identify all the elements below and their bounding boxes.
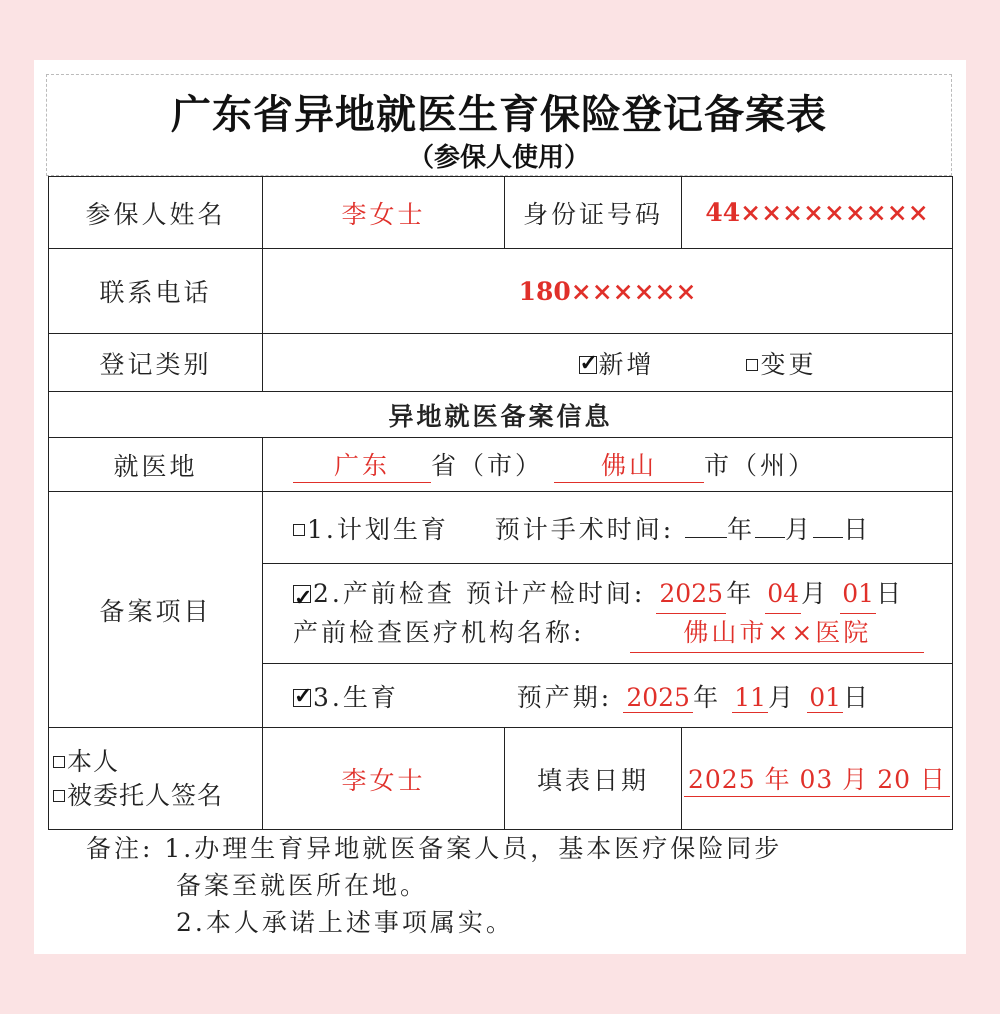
date-label: 填表日期	[505, 728, 682, 830]
notes	[86, 830, 782, 941]
agent-checkbox[interactable]	[53, 790, 65, 802]
row-section	[49, 392, 953, 438]
item2-year-unit: 年	[726, 578, 755, 608]
item1-text: 1.计划生育	[307, 514, 449, 544]
id-label: 身份证号码	[505, 177, 682, 249]
notes-prefix: 备注:	[86, 834, 154, 863]
item2-month-unit: 月	[801, 578, 830, 608]
form-subtitle: （参保人使用）	[407, 143, 590, 173]
item1	[263, 492, 953, 564]
name-label: 参保人姓名	[49, 177, 263, 249]
row-type	[49, 334, 953, 392]
place-value	[263, 438, 953, 492]
item2-day[interactable]: 01	[840, 575, 876, 614]
type-label: 登记类别	[49, 334, 263, 392]
item2-month[interactable]: 04	[765, 575, 801, 614]
section-title: 异地就医备案信息	[49, 392, 953, 438]
type-options	[263, 334, 953, 392]
row-item1	[49, 492, 953, 564]
form-header	[46, 74, 952, 176]
self-label: 本人	[67, 746, 120, 776]
items-label: 备案项目	[49, 492, 263, 728]
phone-value[interactable]: 180××××××	[263, 249, 953, 334]
item3-day-unit: 日	[843, 682, 872, 712]
new-checkbox[interactable]	[579, 356, 597, 374]
self-checkbox[interactable]	[53, 756, 65, 768]
change-checkbox[interactable]	[746, 359, 758, 371]
item3-year[interactable]: 2025	[623, 683, 693, 713]
item2-day-unit: 日	[876, 578, 905, 608]
item3-day[interactable]: 01	[807, 683, 843, 713]
city-suffix: 市（州）	[703, 451, 816, 480]
item1-day-blank[interactable]	[813, 537, 843, 538]
item1-checkbox[interactable]	[293, 524, 305, 536]
notes-line1b: 备案至就医所在地。	[176, 871, 429, 900]
notes-line2: 2.本人承诺上述事项属实。	[176, 908, 514, 937]
item3	[263, 664, 953, 728]
item2-checkbox[interactable]	[293, 585, 311, 603]
form-paper	[34, 60, 966, 954]
item1-month-blank[interactable]	[755, 537, 785, 538]
item3-due-label: 预产期:	[516, 682, 613, 712]
item1-month-unit: 月	[785, 514, 814, 544]
item2-year[interactable]: 2025	[656, 575, 726, 614]
item2-org-value[interactable]: 佛山市××医院	[630, 614, 924, 653]
item3-month-unit: 月	[768, 682, 797, 712]
item2-org-label: 产前检查医疗机构名称:	[293, 617, 585, 647]
row-place	[49, 438, 953, 492]
row-name	[49, 177, 953, 249]
place-label: 就医地	[49, 438, 263, 492]
item2-time-label: 预计产检时间:	[465, 578, 646, 608]
registration-table	[48, 176, 953, 830]
name-value[interactable]: 李女士	[263, 177, 505, 249]
id-value[interactable]: 44×××××××××	[682, 177, 953, 249]
city-value[interactable]: 佛山	[554, 446, 704, 483]
sign-label	[49, 728, 263, 830]
sign-value[interactable]: 李女士	[263, 728, 505, 830]
item3-text: 3.生育	[313, 682, 399, 712]
item1-day-unit: 日	[843, 514, 872, 544]
form-title: 广东省异地就医生育保险登记备案表	[171, 91, 827, 138]
date-cell	[682, 728, 953, 830]
province-suffix: 省（市）	[431, 451, 544, 480]
agent-label: 被委托人签名	[67, 780, 224, 810]
item1-year-blank[interactable]	[685, 537, 727, 538]
item1-year-unit: 年	[727, 514, 756, 544]
new-label: 新增	[598, 349, 655, 379]
item3-year-unit: 年	[693, 682, 722, 712]
item1-time-label: 预计手术时间:	[494, 514, 675, 544]
item2	[263, 564, 953, 664]
change-label: 变更	[760, 349, 817, 379]
item3-month[interactable]: 11	[732, 683, 768, 713]
notes-line1: 1.办理生育异地就医备案人员，基本医疗保险同步	[164, 834, 783, 863]
date-value[interactable]: 2025 年 03 月 20 日	[684, 760, 950, 797]
item2-text: 2.产前检查	[313, 578, 455, 608]
row-phone	[49, 249, 953, 334]
province-value[interactable]: 广东	[293, 446, 431, 483]
row-sign	[49, 728, 953, 830]
item3-checkbox[interactable]	[293, 689, 311, 707]
phone-label: 联系电话	[49, 249, 263, 334]
